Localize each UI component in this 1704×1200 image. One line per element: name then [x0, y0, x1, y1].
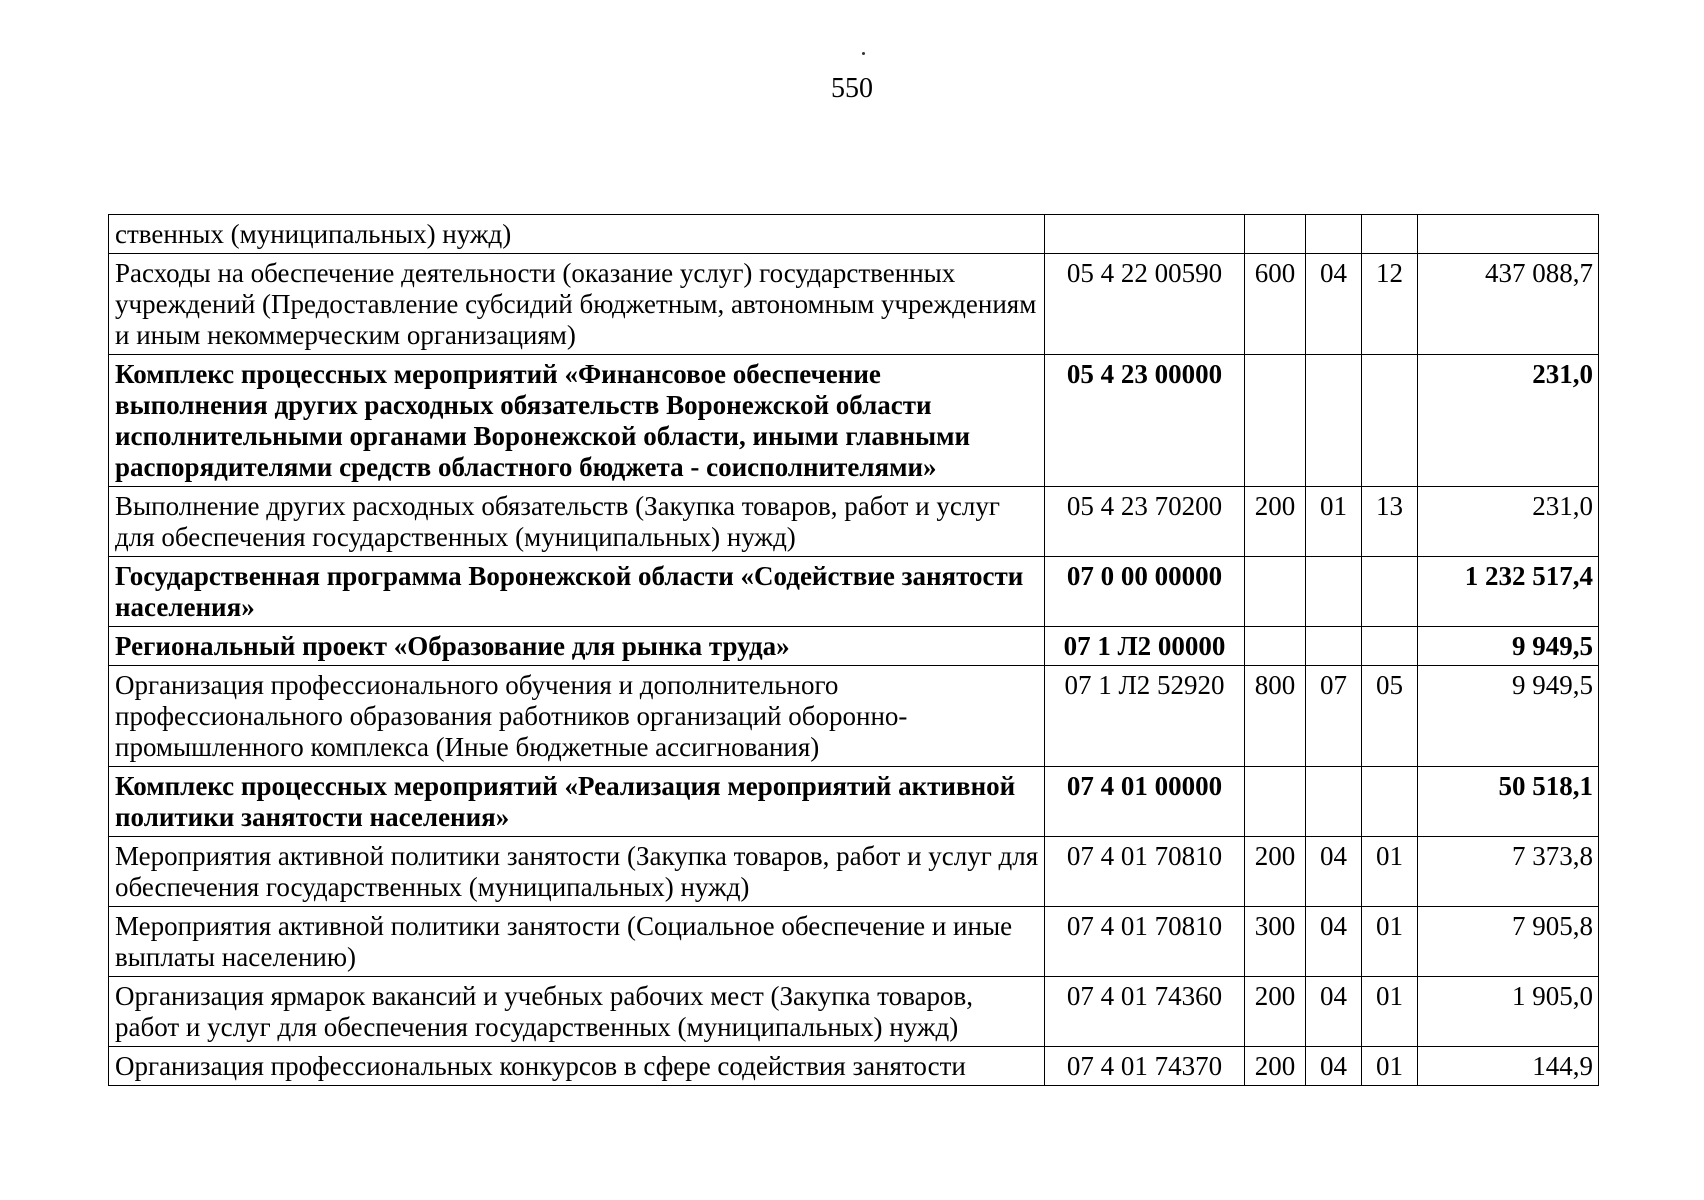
- row-pr: [1362, 627, 1418, 666]
- table-row: [109, 837, 1599, 907]
- row-vr: [1245, 627, 1306, 666]
- row-rz: [1306, 355, 1362, 487]
- row-amount: 9 949,5: [1418, 666, 1599, 767]
- row-rz: 01: [1306, 487, 1362, 557]
- row-code: 07 1 Л2 00000: [1045, 627, 1245, 666]
- row-code: 07 4 01 70810: [1045, 907, 1245, 977]
- row-name: Комплекс процессных мероприятий «Реализация мероприятий активной политики занятости населения»: [109, 767, 1045, 837]
- row-code: 05 4 23 70200: [1045, 487, 1245, 557]
- row-vr: 800: [1245, 666, 1306, 767]
- row-amount: 9 949,5: [1418, 627, 1599, 666]
- row-pr: 01: [1362, 837, 1418, 907]
- row-vr: [1245, 355, 1306, 487]
- row-rz: [1306, 627, 1362, 666]
- row-amount: 1 905,0: [1418, 977, 1599, 1047]
- row-name: Региональный проект «Образование для рынка труда»: [109, 627, 1045, 666]
- page-number: 550: [831, 73, 873, 104]
- row-code: 07 4 01 74370: [1045, 1047, 1245, 1086]
- row-vr: 200: [1245, 977, 1306, 1047]
- row-pr: [1362, 767, 1418, 837]
- row-rz: 04: [1306, 1047, 1362, 1086]
- row-pr: 12: [1362, 254, 1418, 355]
- scan-speck: [862, 52, 865, 55]
- row-amount: 7 373,8: [1418, 837, 1599, 907]
- table-row: [109, 627, 1599, 666]
- row-vr: 600: [1245, 254, 1306, 355]
- row-vr: 200: [1245, 1047, 1306, 1086]
- row-pr: 13: [1362, 487, 1418, 557]
- table-row: [109, 1047, 1599, 1086]
- row-amount: 437 088,7: [1418, 254, 1599, 355]
- row-pr: 01: [1362, 1047, 1418, 1086]
- row-code: 07 0 00 00000: [1045, 557, 1245, 627]
- row-name: Мероприятия активной политики занятости (Социальное обеспечение и иные выплаты населению): [109, 907, 1045, 977]
- row-vr: 200: [1245, 487, 1306, 557]
- row-amount: 1 232 517,4: [1418, 557, 1599, 627]
- row-rz: [1306, 215, 1362, 254]
- row-code: [1045, 215, 1245, 254]
- row-pr: 01: [1362, 977, 1418, 1047]
- table-row: [109, 487, 1599, 557]
- row-code: 07 4 01 74360: [1045, 977, 1245, 1047]
- row-amount: 231,0: [1418, 355, 1599, 487]
- table-row: [109, 977, 1599, 1047]
- table-row: [109, 254, 1599, 355]
- table-row: [109, 557, 1599, 627]
- row-vr: [1245, 557, 1306, 627]
- row-vr: 200: [1245, 837, 1306, 907]
- row-pr: [1362, 557, 1418, 627]
- row-pr: [1362, 355, 1418, 487]
- row-amount: [1418, 215, 1599, 254]
- row-pr: 05: [1362, 666, 1418, 767]
- row-name: Государственная программа Воронежской области «Содействие занятости населения»: [109, 557, 1045, 627]
- row-rz: 04: [1306, 837, 1362, 907]
- row-code: 07 1 Л2 52920: [1045, 666, 1245, 767]
- row-rz: 04: [1306, 977, 1362, 1047]
- table-row: [109, 666, 1599, 767]
- row-pr: 01: [1362, 907, 1418, 977]
- row-name: Выполнение других расходных обязательств (Закупка товаров, работ и услуг для обеспечения государственных (муниципальных) нужд): [109, 487, 1045, 557]
- row-vr: [1245, 215, 1306, 254]
- row-rz: 04: [1306, 254, 1362, 355]
- row-name: Организация профессионального обучения и дополнительного профессионального образования работников организаций оборонно-промышленного комплекса (Иные бюджетные ассигнования): [109, 666, 1045, 767]
- row-rz: 07: [1306, 666, 1362, 767]
- row-amount: 7 905,8: [1418, 907, 1599, 977]
- row-rz: [1306, 557, 1362, 627]
- row-name: Комплекс процессных мероприятий «Финансовое обеспечение выполнения других расходных обязательств Воронежской области исполнительными органами Воронежской области, иными главными распорядителями средств областного бюджета - соисполнителями»: [109, 355, 1045, 487]
- row-name: Организация профессиональных конкурсов в сфере содействия занятости: [109, 1047, 1045, 1086]
- row-code: 05 4 22 00590: [1045, 254, 1245, 355]
- row-code: 07 4 01 00000: [1045, 767, 1245, 837]
- row-vr: [1245, 767, 1306, 837]
- row-amount: 144,9: [1418, 1047, 1599, 1086]
- row-rz: [1306, 767, 1362, 837]
- row-name: Расходы на обеспечение деятельности (оказание услуг) государственных учреждений (Предоставление субсидий бюджетным, автономным учреждениям и иным некоммерческим организациям): [109, 254, 1045, 355]
- row-amount: 50 518,1: [1418, 767, 1599, 837]
- table-row: [109, 355, 1599, 487]
- row-vr: 300: [1245, 907, 1306, 977]
- table-row: [109, 907, 1599, 977]
- row-name: ственных (муниципальных) нужд): [109, 215, 1045, 254]
- table-row: [109, 767, 1599, 837]
- budget-table: [108, 214, 1599, 1086]
- row-rz: 04: [1306, 907, 1362, 977]
- row-amount: 231,0: [1418, 487, 1599, 557]
- row-pr: [1362, 215, 1418, 254]
- row-code: 07 4 01 70810: [1045, 837, 1245, 907]
- table-row: [109, 215, 1599, 254]
- row-code: 05 4 23 00000: [1045, 355, 1245, 487]
- row-name: Мероприятия активной политики занятости (Закупка товаров, работ и услуг для обеспечения государственных (муниципальных) нужд): [109, 837, 1045, 907]
- row-name: Организация ярмарок вакансий и учебных рабочих мест (Закупка товаров, работ и услуг для обеспечения государственных (муниципальных) нужд): [109, 977, 1045, 1047]
